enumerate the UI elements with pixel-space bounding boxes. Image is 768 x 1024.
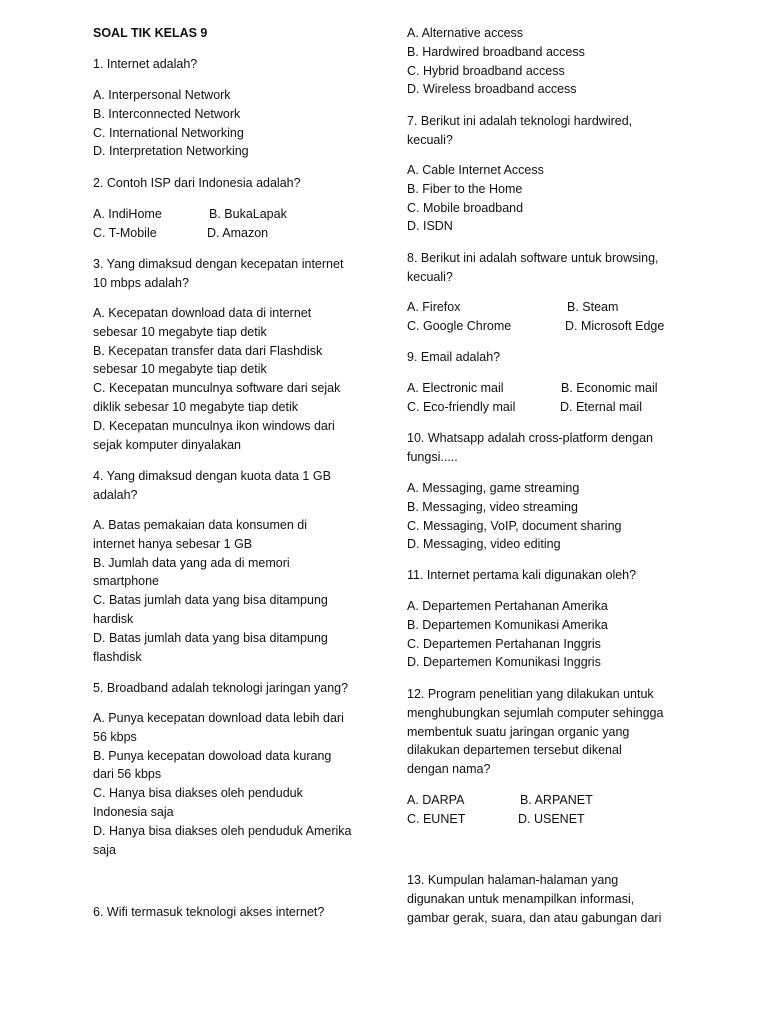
question-6 — [93, 903, 373, 922]
option-c: C. Google Chrome — [407, 318, 512, 333]
option-b-cont: dari 56 kbps — [93, 767, 162, 782]
option-a: A. DARPA — [407, 793, 465, 807]
option-c-cont: hardisk — [93, 611, 134, 626]
option-a: A. Alternative access — [407, 26, 524, 40]
question-text-cont: menghubungkan sejumlah computer sehingga — [407, 705, 664, 720]
option-b: B. Kecepatan transfer data dari Flashdisk — [93, 343, 323, 358]
question-text-cont: 10 mbps adalah? — [93, 275, 189, 290]
option-a-cont: sebesar 10 megabyte tiap detik — [93, 324, 267, 339]
question-text: 10. Whatsapp adalah cross-platform dengan — [407, 431, 653, 445]
question-6-options — [407, 24, 697, 99]
question-1-options — [93, 86, 373, 161]
question-1 — [93, 55, 373, 74]
option-d: D. Eternal mail — [560, 399, 642, 414]
option-b: B. Hardwired broadband access — [407, 44, 585, 59]
option-d: D. Interpretation Networking — [93, 144, 249, 159]
question-text: 5. Broadband adalah teknologi jaringan yang? — [93, 681, 349, 695]
document-title: SOAL TIK KELAS 9 — [93, 26, 208, 40]
question-5-options — [93, 709, 373, 859]
option-a: A. IndiHome — [93, 207, 162, 221]
option-b: B. ARPANET — [520, 793, 593, 807]
question-text-cont: membentuk suatu jaringan organic yang — [407, 724, 630, 739]
option-a: A. Kecepatan download data di internet — [93, 306, 312, 320]
question-text-cont: gambar gerak, suara, dan atau gabungan dari — [407, 910, 662, 925]
option-b: B. Punya kecepatan dowoload data kurang — [93, 748, 332, 763]
question-text-cont: kecuali? — [407, 269, 453, 284]
question-9 — [407, 348, 697, 367]
option-a: A. Electronic mail — [407, 381, 504, 395]
question-4-options — [93, 516, 373, 666]
question-9-options — [407, 379, 697, 417]
question-8-options — [407, 298, 697, 336]
option-b-cont: sebesar 10 megabyte tiap detik — [93, 362, 267, 377]
option-c: C. EUNET — [407, 811, 466, 826]
option-b: B. Economic mail — [561, 381, 658, 395]
option-a: A. Messaging, game streaming — [407, 481, 580, 495]
question-text: 2. Contoh ISP dari Indonesia adalah? — [93, 176, 301, 190]
question-11 — [407, 566, 697, 585]
option-a: A. Punya kecepatan download data lebih dari — [93, 711, 344, 725]
option-b: B. Fiber to the Home — [407, 181, 523, 196]
option-c: C. Eco-friendly mail — [407, 399, 516, 414]
question-text: 1. Internet adalah? — [93, 57, 198, 71]
question-13 — [407, 871, 697, 927]
question-8 — [407, 249, 697, 287]
option-d: D. Wireless broadband access — [407, 82, 577, 97]
question-2 — [93, 174, 373, 193]
option-c: C. Hanya bisa diakses oleh penduduk — [93, 786, 303, 801]
option-d: D. ISDN — [407, 219, 453, 234]
question-3-options — [93, 304, 373, 454]
option-a: A. Firefox — [407, 300, 461, 314]
option-c: C. Kecepatan munculnya software dari sejak — [93, 381, 341, 396]
option-c: C. Mobile broadband — [407, 200, 524, 215]
question-text-cont: dengan nama? — [407, 762, 491, 777]
option-b: B. Interconnected Network — [93, 106, 241, 121]
question-4 — [93, 467, 373, 505]
question-11-options — [407, 597, 697, 672]
option-c: C. Messaging, VoIP, document sharing — [407, 518, 622, 533]
option-a: A. Departemen Pertahanan Amerika — [407, 599, 608, 613]
question-text: 4. Yang dimaksud dengan kuota data 1 GB — [93, 469, 331, 483]
question-text: 3. Yang dimaksud dengan kecepatan internet — [93, 257, 344, 271]
option-c: C. International Networking — [93, 125, 244, 140]
option-a: A. Batas pemakaian data konsumen di — [93, 518, 308, 532]
option-b: B. Steam — [567, 300, 619, 314]
question-7 — [407, 112, 697, 150]
question-text: 7. Berikut ini adalah teknologi hardwired, — [407, 114, 633, 128]
option-d-cont: flashdisk — [93, 649, 142, 664]
option-b: B. Jumlah data yang ada di memori — [93, 555, 290, 570]
option-d: D. USENET — [518, 811, 585, 826]
question-text: 11. Internet pertama kali digunakan oleh? — [407, 568, 637, 582]
option-c: C. T-Mobile — [93, 225, 157, 240]
question-text: 9. Email adalah? — [407, 350, 501, 364]
question-text-cont: adalah? — [93, 487, 138, 502]
option-d-cont: saja — [93, 842, 116, 857]
question-7-options — [407, 161, 697, 236]
option-d-cont: sejak komputer dinyalakan — [93, 437, 241, 452]
option-d: D. Kecepatan munculnya ikon windows dari — [93, 418, 335, 433]
question-text-cont: kecuali? — [407, 132, 453, 147]
question-10-options — [407, 479, 697, 554]
question-text: 8. Berikut ini adalah software untuk browsing, — [407, 251, 659, 265]
option-a-cont: 56 kbps — [93, 729, 137, 744]
option-b: B. BukaLapak — [209, 207, 287, 221]
question-3 — [93, 255, 373, 293]
question-text: 6. Wifi termasuk teknologi akses internet? — [93, 905, 325, 919]
option-d: D. Batas jumlah data yang bisa ditampung — [93, 630, 328, 645]
question-5 — [93, 679, 373, 698]
question-text: 13. Kumpulan halaman-halaman yang — [407, 873, 619, 887]
option-a: A. Cable Internet Access — [407, 163, 544, 177]
question-10 — [407, 429, 697, 467]
question-12-options — [407, 791, 697, 829]
question-text: 12. Program penelitian yang dilakukan untuk — [407, 687, 654, 701]
question-text-cont: dilakukan departemen tersebut dikenal — [407, 743, 622, 758]
option-b: B. Messaging, video streaming — [407, 499, 578, 514]
question-12 — [407, 685, 697, 779]
option-c: C. Hybrid broadband access — [407, 63, 565, 78]
option-c: C. Departemen Pertahanan Inggris — [407, 636, 601, 651]
option-d: D. Microsoft Edge — [565, 318, 665, 333]
option-d: D. Hanya bisa diakses oleh penduduk Amerika — [93, 823, 352, 838]
option-a: A. Interpersonal Network — [93, 88, 231, 102]
option-b: B. Departemen Komunikasi Amerika — [407, 617, 608, 632]
option-a-cont: internet hanya sebesar 1 GB — [93, 536, 253, 551]
question-text-cont: digunakan untuk menampilkan informasi, — [407, 891, 635, 906]
question-text-cont: fungsi..... — [407, 449, 458, 464]
option-d: D. Amazon — [207, 225, 269, 240]
option-b-cont: smartphone — [93, 574, 160, 589]
option-c-cont: Indonesia saja — [93, 804, 174, 819]
option-d: D. Messaging, video editing — [407, 537, 561, 552]
option-d: D. Departemen Komunikasi Inggris — [407, 655, 601, 670]
option-c: C. Batas jumlah data yang bisa ditampung — [93, 593, 328, 608]
question-2-options — [93, 205, 373, 243]
option-c-cont: diklik sebesar 10 megabyte tiap detik — [93, 399, 298, 414]
